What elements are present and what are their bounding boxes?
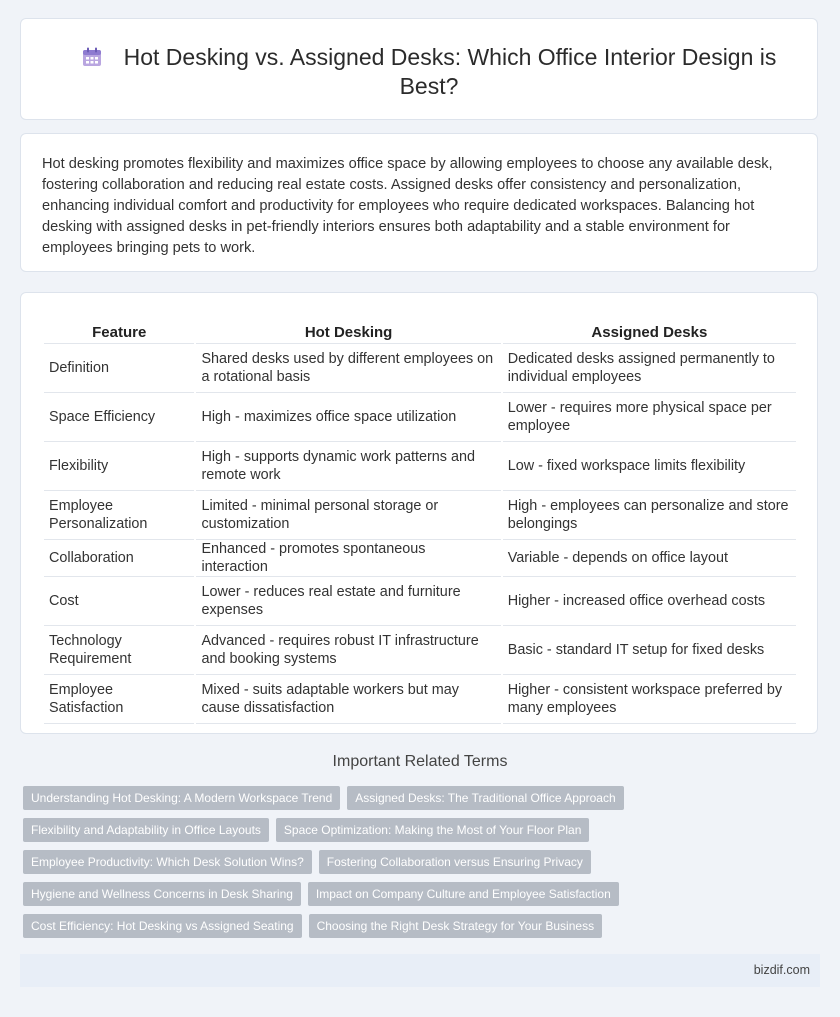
feature-cell: Flexibility [44, 442, 194, 491]
feature-cell: Employee Personalization [44, 491, 194, 540]
hot-desking-cell: Lower - reduces real estate and furniture expenses [196, 577, 500, 626]
tag-row [23, 786, 643, 810]
header-assigned-desks: Assigned Desks [503, 313, 796, 344]
table-row [44, 675, 796, 724]
footer [20, 954, 820, 987]
related-term-tag[interactable]: Fostering Collaboration versus Ensuring Privacy [319, 850, 591, 874]
comparison-table [42, 313, 798, 724]
page-title-wrap [61, 43, 797, 101]
page-title: Hot Desking vs. Assigned Desks: Which Office Interior Design is Best? [123, 44, 777, 99]
related-term-tag[interactable]: Cost Efficiency: Hot Desking vs Assigned Seating [23, 914, 302, 938]
tag-row [23, 914, 643, 938]
table-row [44, 626, 796, 675]
hot-desking-cell: High - maximizes office space utilization [196, 393, 500, 442]
hot-desking-cell: Mixed - suits adaptable workers but may cause dissatisfaction [196, 675, 500, 724]
feature-cell: Cost [44, 577, 194, 626]
intro-card [20, 133, 818, 272]
table-row [44, 344, 796, 393]
feature-cell: Collaboration [44, 540, 194, 577]
header-feature: Feature [44, 313, 194, 344]
footer-site-link[interactable]: bizdif.com [753, 963, 810, 977]
header-hot-desking: Hot Desking [196, 313, 500, 344]
hot-desking-cell: Shared desks used by different employees on a rotational basis [196, 344, 500, 393]
hot-desking-cell: Enhanced - promotes spontaneous interaction [196, 540, 500, 577]
feature-cell: Space Efficiency [44, 393, 194, 442]
assigned-desks-cell: Basic - standard IT setup for fixed desks [503, 626, 796, 675]
hot-desking-cell: Limited - minimal personal storage or customization [196, 491, 500, 540]
title-card [20, 18, 818, 120]
assigned-desks-cell: Low - fixed workspace limits flexibility [503, 442, 796, 491]
intro-paragraph: Hot desking promotes flexibility and maximizes office space by allowing employees to choose any available desk, fostering collaboration and reducing real estate costs. Assigned desks offer consistency and personalization, enhancing individual comfort and productivity for employees who require dedicated workspaces. Balancing hot desking with assigned desks in pet-friendly interiors ensures both adaptability and a stable environment for employees bringing pets to work. [42, 156, 773, 256]
table-row [44, 442, 796, 491]
related-terms-list [23, 786, 643, 946]
feature-cell: Technology Requirement [44, 626, 194, 675]
table-header-row [44, 313, 796, 344]
related-term-tag[interactable]: Flexibility and Adaptability in Office Layouts [23, 818, 269, 842]
related-term-tag[interactable]: Choosing the Right Desk Strategy for Your Business [309, 914, 603, 938]
table-row [44, 491, 796, 540]
calendar-icon [82, 47, 102, 67]
assigned-desks-cell: High - employees can personalize and store belongings [503, 491, 796, 540]
comparison-card [20, 292, 818, 734]
hot-desking-cell: Advanced - requires robust IT infrastructure and booking systems [196, 626, 500, 675]
tag-row [23, 818, 643, 842]
related-term-tag[interactable]: Employee Productivity: Which Desk Solution Wins? [23, 850, 312, 874]
feature-cell: Employee Satisfaction [44, 675, 194, 724]
table-row [44, 540, 796, 577]
related-term-tag[interactable]: Understanding Hot Desking: A Modern Workspace Trend [23, 786, 340, 810]
related-term-tag[interactable]: Hygiene and Wellness Concerns in Desk Sharing [23, 882, 301, 906]
assigned-desks-cell: Lower - requires more physical space per employee [503, 393, 796, 442]
feature-cell: Definition [44, 344, 194, 393]
assigned-desks-cell: Dedicated desks assigned permanently to individual employees [503, 344, 796, 393]
hot-desking-cell: High - supports dynamic work patterns and remote work [196, 442, 500, 491]
related-term-tag[interactable]: Assigned Desks: The Traditional Office Approach [347, 786, 623, 810]
tag-row [23, 850, 643, 874]
tag-row [23, 882, 643, 906]
table-row [44, 393, 796, 442]
table-row [44, 577, 796, 626]
related-term-tag[interactable]: Impact on Company Culture and Employee Satisfaction [308, 882, 619, 906]
assigned-desks-cell: Variable - depends on office layout [503, 540, 796, 577]
related-term-tag[interactable]: Space Optimization: Making the Most of Your Floor Plan [276, 818, 590, 842]
assigned-desks-cell: Higher - increased office overhead costs [503, 577, 796, 626]
related-terms-heading: Important Related Terms [332, 753, 508, 770]
assigned-desks-cell: Higher - consistent workspace preferred by many employees [503, 675, 796, 724]
